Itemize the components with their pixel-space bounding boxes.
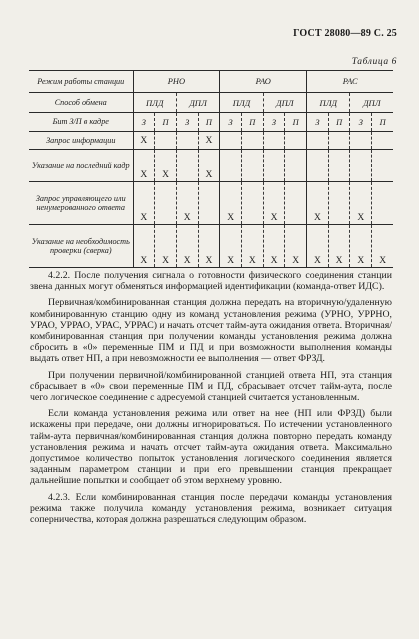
mark-cell xyxy=(285,150,307,182)
mark-cell xyxy=(350,132,372,150)
bit-cell: П xyxy=(241,113,263,132)
group-ras: РАС xyxy=(307,71,394,93)
group-rao: РАО xyxy=(220,71,307,93)
paragraph: Если команда установления режима или ответ на нее (НП или ФРЗД) были искажены при передаче, они должны игнорироваться. По истечении установленного тайм-аута первичная/комбинированная станция должна повторно передать команду установления режима и начать отсчет тайм-аута ожидания ответа. Максимально допустимое количество попыток установления логического соединения является заданным параметром станции и при его превышении станция прекращает дальнейшие попытки и сообщает об этом верхнему уровню. xyxy=(30,408,392,487)
mark-cell xyxy=(220,150,242,182)
table-row xyxy=(29,225,393,268)
mark-cell xyxy=(241,150,263,182)
table-row-mode xyxy=(29,71,393,93)
mark-cell: X xyxy=(155,150,177,182)
mark-cell xyxy=(350,150,372,182)
mark-cell: X xyxy=(285,225,307,268)
mark-cell xyxy=(198,182,220,225)
mark-cell: X xyxy=(307,182,329,225)
mark-cell xyxy=(220,132,242,150)
mark-cell xyxy=(263,132,285,150)
mark-cell: X xyxy=(133,150,155,182)
table-row-exchange xyxy=(29,93,393,113)
bit-cell: З xyxy=(350,113,372,132)
mark-cell: X xyxy=(350,182,372,225)
mark-cell xyxy=(263,150,285,182)
bit-cell: П xyxy=(328,113,350,132)
mark-cell xyxy=(328,150,350,182)
mark-cell: X xyxy=(198,150,220,182)
sub-header: ПЛД xyxy=(307,93,350,113)
mark-cell xyxy=(285,132,307,150)
mark-cell xyxy=(372,150,394,182)
mode-label: Режим работы станции xyxy=(29,71,133,93)
sub-header: ПЛД xyxy=(220,93,263,113)
table-6 xyxy=(29,70,393,268)
table-row xyxy=(29,132,393,150)
mark-cell: X xyxy=(133,132,155,150)
mark-cell xyxy=(372,132,394,150)
bit-cell: П xyxy=(285,113,307,132)
mark-cell xyxy=(372,182,394,225)
paragraph: 4.2.2. После получения сигнала о готовности физического соединения станции звена данных могут обменяться информацией идентификации (команда-ответ ИДС). xyxy=(30,270,392,293)
table-row xyxy=(29,182,393,225)
paragraph: При получении первичной/комбинированной станцией ответа НП, эта станция сбрасывает в «0» свои переменные ПМ и ПД, сбрасывает отсчет тайм-аута, после чего логическое соединение с адресуемой станцией считается установленным. xyxy=(30,369,392,404)
mark-cell: X xyxy=(133,182,155,225)
mark-cell: X xyxy=(263,182,285,225)
mark-cell: X xyxy=(220,225,242,268)
bit-cell: З xyxy=(263,113,285,132)
bit-cell: З xyxy=(133,113,155,132)
sub-header: ДПЛ xyxy=(350,93,393,113)
mark-cell xyxy=(241,182,263,225)
table-row-bits xyxy=(29,113,393,132)
mark-cell: X xyxy=(198,225,220,268)
mark-cell xyxy=(155,132,177,150)
mark-cell: X xyxy=(198,132,220,150)
row-label: Запрос управляющего или ненумерованного ответа xyxy=(29,182,133,225)
bit-cell: П xyxy=(372,113,394,132)
bit-cell: П xyxy=(155,113,177,132)
mark-cell: X xyxy=(133,225,155,268)
row-label: Запрос информации xyxy=(29,132,133,150)
mark-cell xyxy=(307,150,329,182)
row-label: Указание на необходимость проверки (сверка) xyxy=(29,225,133,268)
mark-cell: X xyxy=(176,225,198,268)
sub-header: ДПЛ xyxy=(176,93,219,113)
mark-cell: X xyxy=(307,225,329,268)
body-text xyxy=(30,270,392,530)
sub-header: ДПЛ xyxy=(263,93,306,113)
paragraph: Первичная/комбинированная станция должна передать на вторичную/удаленную комбинированную станцию одну из команд установления режима (УРНО, УРРНО, УРАО, УРРАО, УРАС, УРРАС) и начать отсчет тайм-аута ожидания ответа. Вторичная/комбинированная станция при получении команды установления режима должна сбросить в «0» переменные ПМ и ПД и при возможности выполнения команды выдать ответ НП, а при невозможности ее выполнения — ответ ФРЗД. xyxy=(30,297,392,365)
mark-cell: X xyxy=(241,225,263,268)
row-label: Указание на последний кадр xyxy=(29,150,133,182)
mark-cell xyxy=(176,132,198,150)
mark-cell xyxy=(285,182,307,225)
mark-cell xyxy=(176,150,198,182)
table-row xyxy=(29,150,393,182)
bit-cell: З xyxy=(176,113,198,132)
mark-cell xyxy=(328,182,350,225)
mark-cell: X xyxy=(176,182,198,225)
mark-cell xyxy=(307,132,329,150)
exchange-label: Способ обмена xyxy=(29,93,133,113)
bit-cell: П xyxy=(198,113,220,132)
group-rno: РНО xyxy=(133,71,220,93)
bit-cell: З xyxy=(307,113,329,132)
sub-header: ПЛД xyxy=(133,93,176,113)
mark-cell: X xyxy=(263,225,285,268)
mark-cell: X xyxy=(350,225,372,268)
mark-cell: X xyxy=(328,225,350,268)
page-header: ГОСТ 28080—89 С. 25 xyxy=(293,28,397,39)
mark-cell: X xyxy=(372,225,394,268)
mark-cell xyxy=(155,182,177,225)
paragraph: 4.2.3. Если комбинированная станция после передачи команды установления режима также получила команду установления режима, возникает ситуация соперничества, которая должна разрешаться следующим образом. xyxy=(30,491,392,526)
table-caption: Таблица 6 xyxy=(351,57,397,67)
bit-cell: З xyxy=(220,113,242,132)
mark-cell: X xyxy=(155,225,177,268)
mark-cell xyxy=(241,132,263,150)
mark-cell: X xyxy=(220,182,242,225)
bits-label: Бит З/П в кадре xyxy=(29,113,133,132)
mark-cell xyxy=(328,132,350,150)
